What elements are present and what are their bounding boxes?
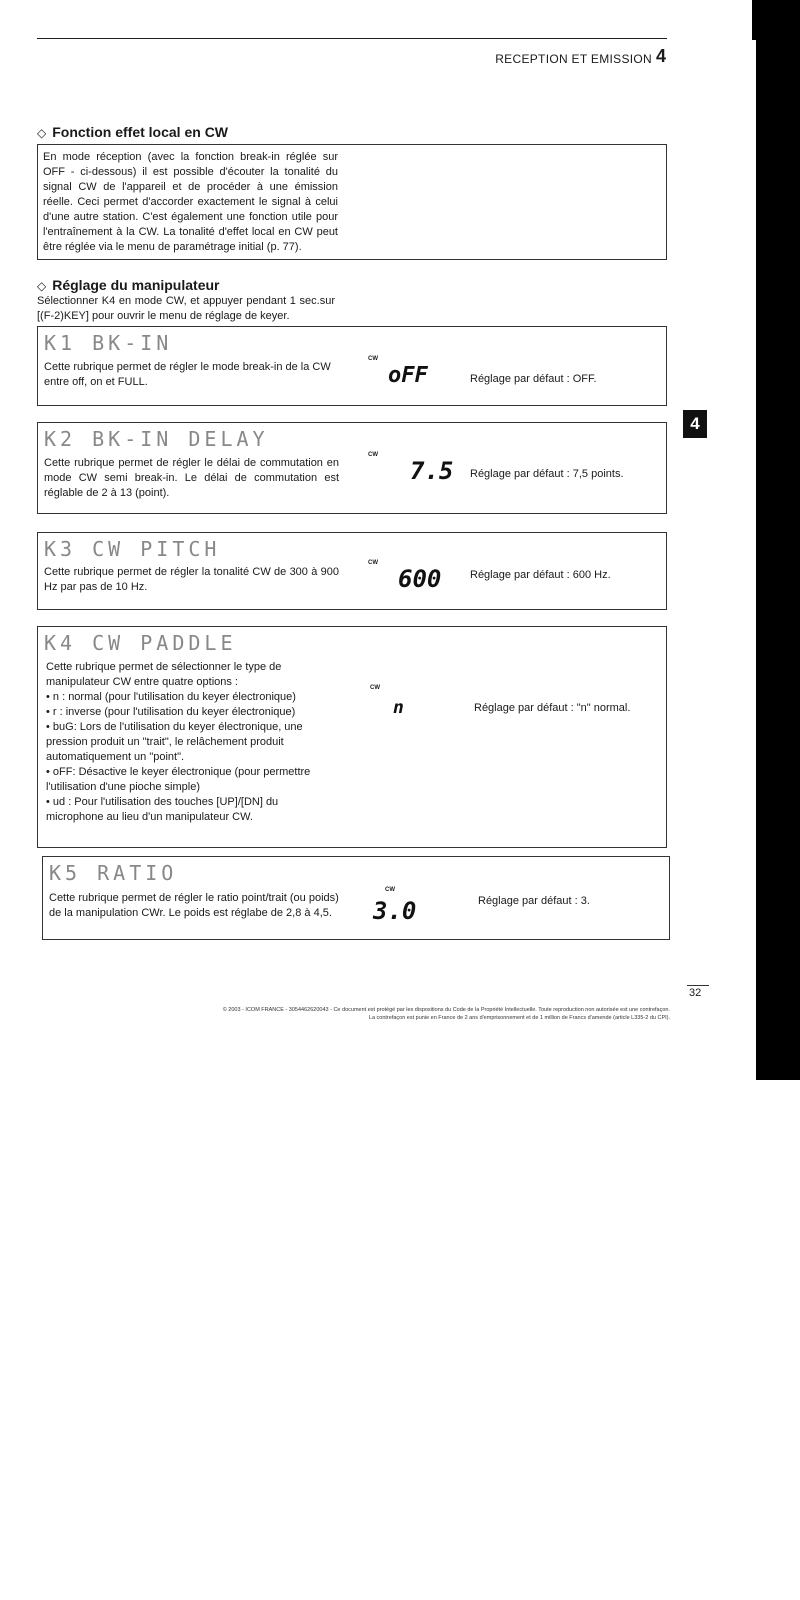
- item-desc: Cette rubrique permet de régler le ratio point/trait (ou poids) de la manipulation CWr. Le poids est réglabe de 2,8 à 4,5.: [49, 892, 339, 919]
- item-code: K1 BK-IN: [44, 331, 173, 355]
- menu-item-k3: [37, 532, 667, 610]
- page-number-rule: [687, 985, 709, 986]
- lcd-readout: n: [393, 697, 404, 718]
- default-value: Réglage par défaut : "n" normal.: [474, 702, 631, 714]
- page-number: 32: [689, 987, 702, 999]
- item-desc: Cette rubrique permet de régler la tonalité CW de 300 à 900 Hz par pas de 10 Hz.: [44, 566, 339, 593]
- item-code: K3 CW PITCH: [44, 537, 221, 561]
- item-code: K2 BK-IN DELAY: [44, 427, 269, 451]
- keyer-title: Réglage du manipulateur: [52, 277, 220, 293]
- chapter-number: 4: [656, 46, 667, 66]
- list-item: • oFF: Désactive le keyer électronique (pour permettre l'utilisation d'une pioche simple): [46, 766, 311, 793]
- header-rule: [37, 38, 667, 39]
- list-item: • buG: Lors de l'utilisation du keyer électronique, une pression produit un "trait", le relâchement produit automatiquement un "point".: [46, 721, 303, 763]
- list-item: • r : inverse (pour l'utilisation du keyer électronique): [46, 706, 296, 718]
- cw-indicator: CW: [370, 685, 380, 691]
- default-value: Réglage par défaut : OFF.: [470, 373, 597, 385]
- cw-indicator: CW: [368, 452, 378, 458]
- menu-item-k2: [37, 422, 667, 514]
- edge-bar: [756, 0, 800, 1080]
- local-effect-box: [37, 144, 667, 260]
- item-desc: Cette rubrique permet de régler le mode break-in de la CW entre off, on et FULL.: [44, 361, 331, 388]
- paddle-options: [46, 690, 338, 825]
- default-value: Réglage par défaut : 600 Hz.: [470, 569, 611, 581]
- cw-indicator: CW: [385, 887, 395, 893]
- item-desc: Cette rubrique permet de sélectionner le type de manipulateur CW entre quatre options :: [46, 661, 282, 688]
- diamond-icon: ◇: [37, 126, 47, 140]
- local-effect-heading: [37, 124, 228, 140]
- lcd-readout: 3.0: [373, 897, 417, 925]
- menu-item-k5: [42, 856, 670, 940]
- default-value: Réglage par défaut : 3.: [478, 895, 590, 907]
- footer-line-2: La contrefaçon est punie en France de 2 ans d'emprisonnement et de 1 million de Francs d'amende (article L335-2 du CPI).: [368, 1015, 670, 1021]
- item-code: K4 CW PADDLE: [44, 631, 237, 655]
- section-title: RECEPTION ET EMISSION: [495, 52, 652, 66]
- list-item: • n : normal (pour l'utilisation du keyer électronique): [46, 691, 296, 703]
- local-effect-title: Fonction effet local en CW: [52, 124, 229, 140]
- cw-indicator: CW: [368, 356, 378, 362]
- list-item: • ud : Pour l'utilisation des touches [UP]/[DN] du microphone au lieu d'un manipulateur CW.: [46, 796, 279, 823]
- diamond-icon: ◇: [37, 279, 47, 293]
- copyright-footer: [40, 1006, 670, 1022]
- lcd-readout: oFF: [388, 363, 428, 388]
- lcd-readout: 600: [398, 565, 442, 593]
- local-effect-body: En mode réception (avec la fonction break-in réglée sur OFF - ci-dessous) il est possible d'écouter la tonalité du signal CW de l'appareil et de procéder à une émission réelle. Ceci permet d'accorder exactement le signal à celui d'une autre station. C'est également une fonction utile pour l'entraînement à la CW. La tonalité d'effet local en CW peut être réglée via le menu de paramétrage initial (p. 77).: [43, 151, 338, 253]
- chapter-tab: 4: [683, 410, 707, 438]
- menu-item-k4: [37, 626, 667, 848]
- item-code: K5 RATIO: [49, 861, 178, 885]
- keyer-heading: [37, 277, 219, 293]
- keyer-intro: Sélectionner K4 en mode CW, et appuyer pendant 1 sec.sur [(F-2)KEY] pour ouvrir le menu de réglage de keyer.: [37, 295, 335, 322]
- item-desc: Cette rubrique permet de régler le délai de commutation en mode CW semi break-in. Le délai de commutation est réglable de 2 à 13 (point).: [44, 457, 339, 499]
- default-value: Réglage par défaut : 7,5 points.: [470, 468, 624, 480]
- cw-indicator: CW: [368, 560, 378, 566]
- footer-line-1: © 2003 - ICOM FRANCE - 3054462620043 - Ce document est protégé par les dispositions du Code de la Propriété Intellectuelle. Toute reproduction non autorisée est une contrefaçon.: [222, 1007, 670, 1013]
- menu-item-k1: [37, 326, 667, 406]
- lcd-readout: 7.5: [410, 457, 454, 485]
